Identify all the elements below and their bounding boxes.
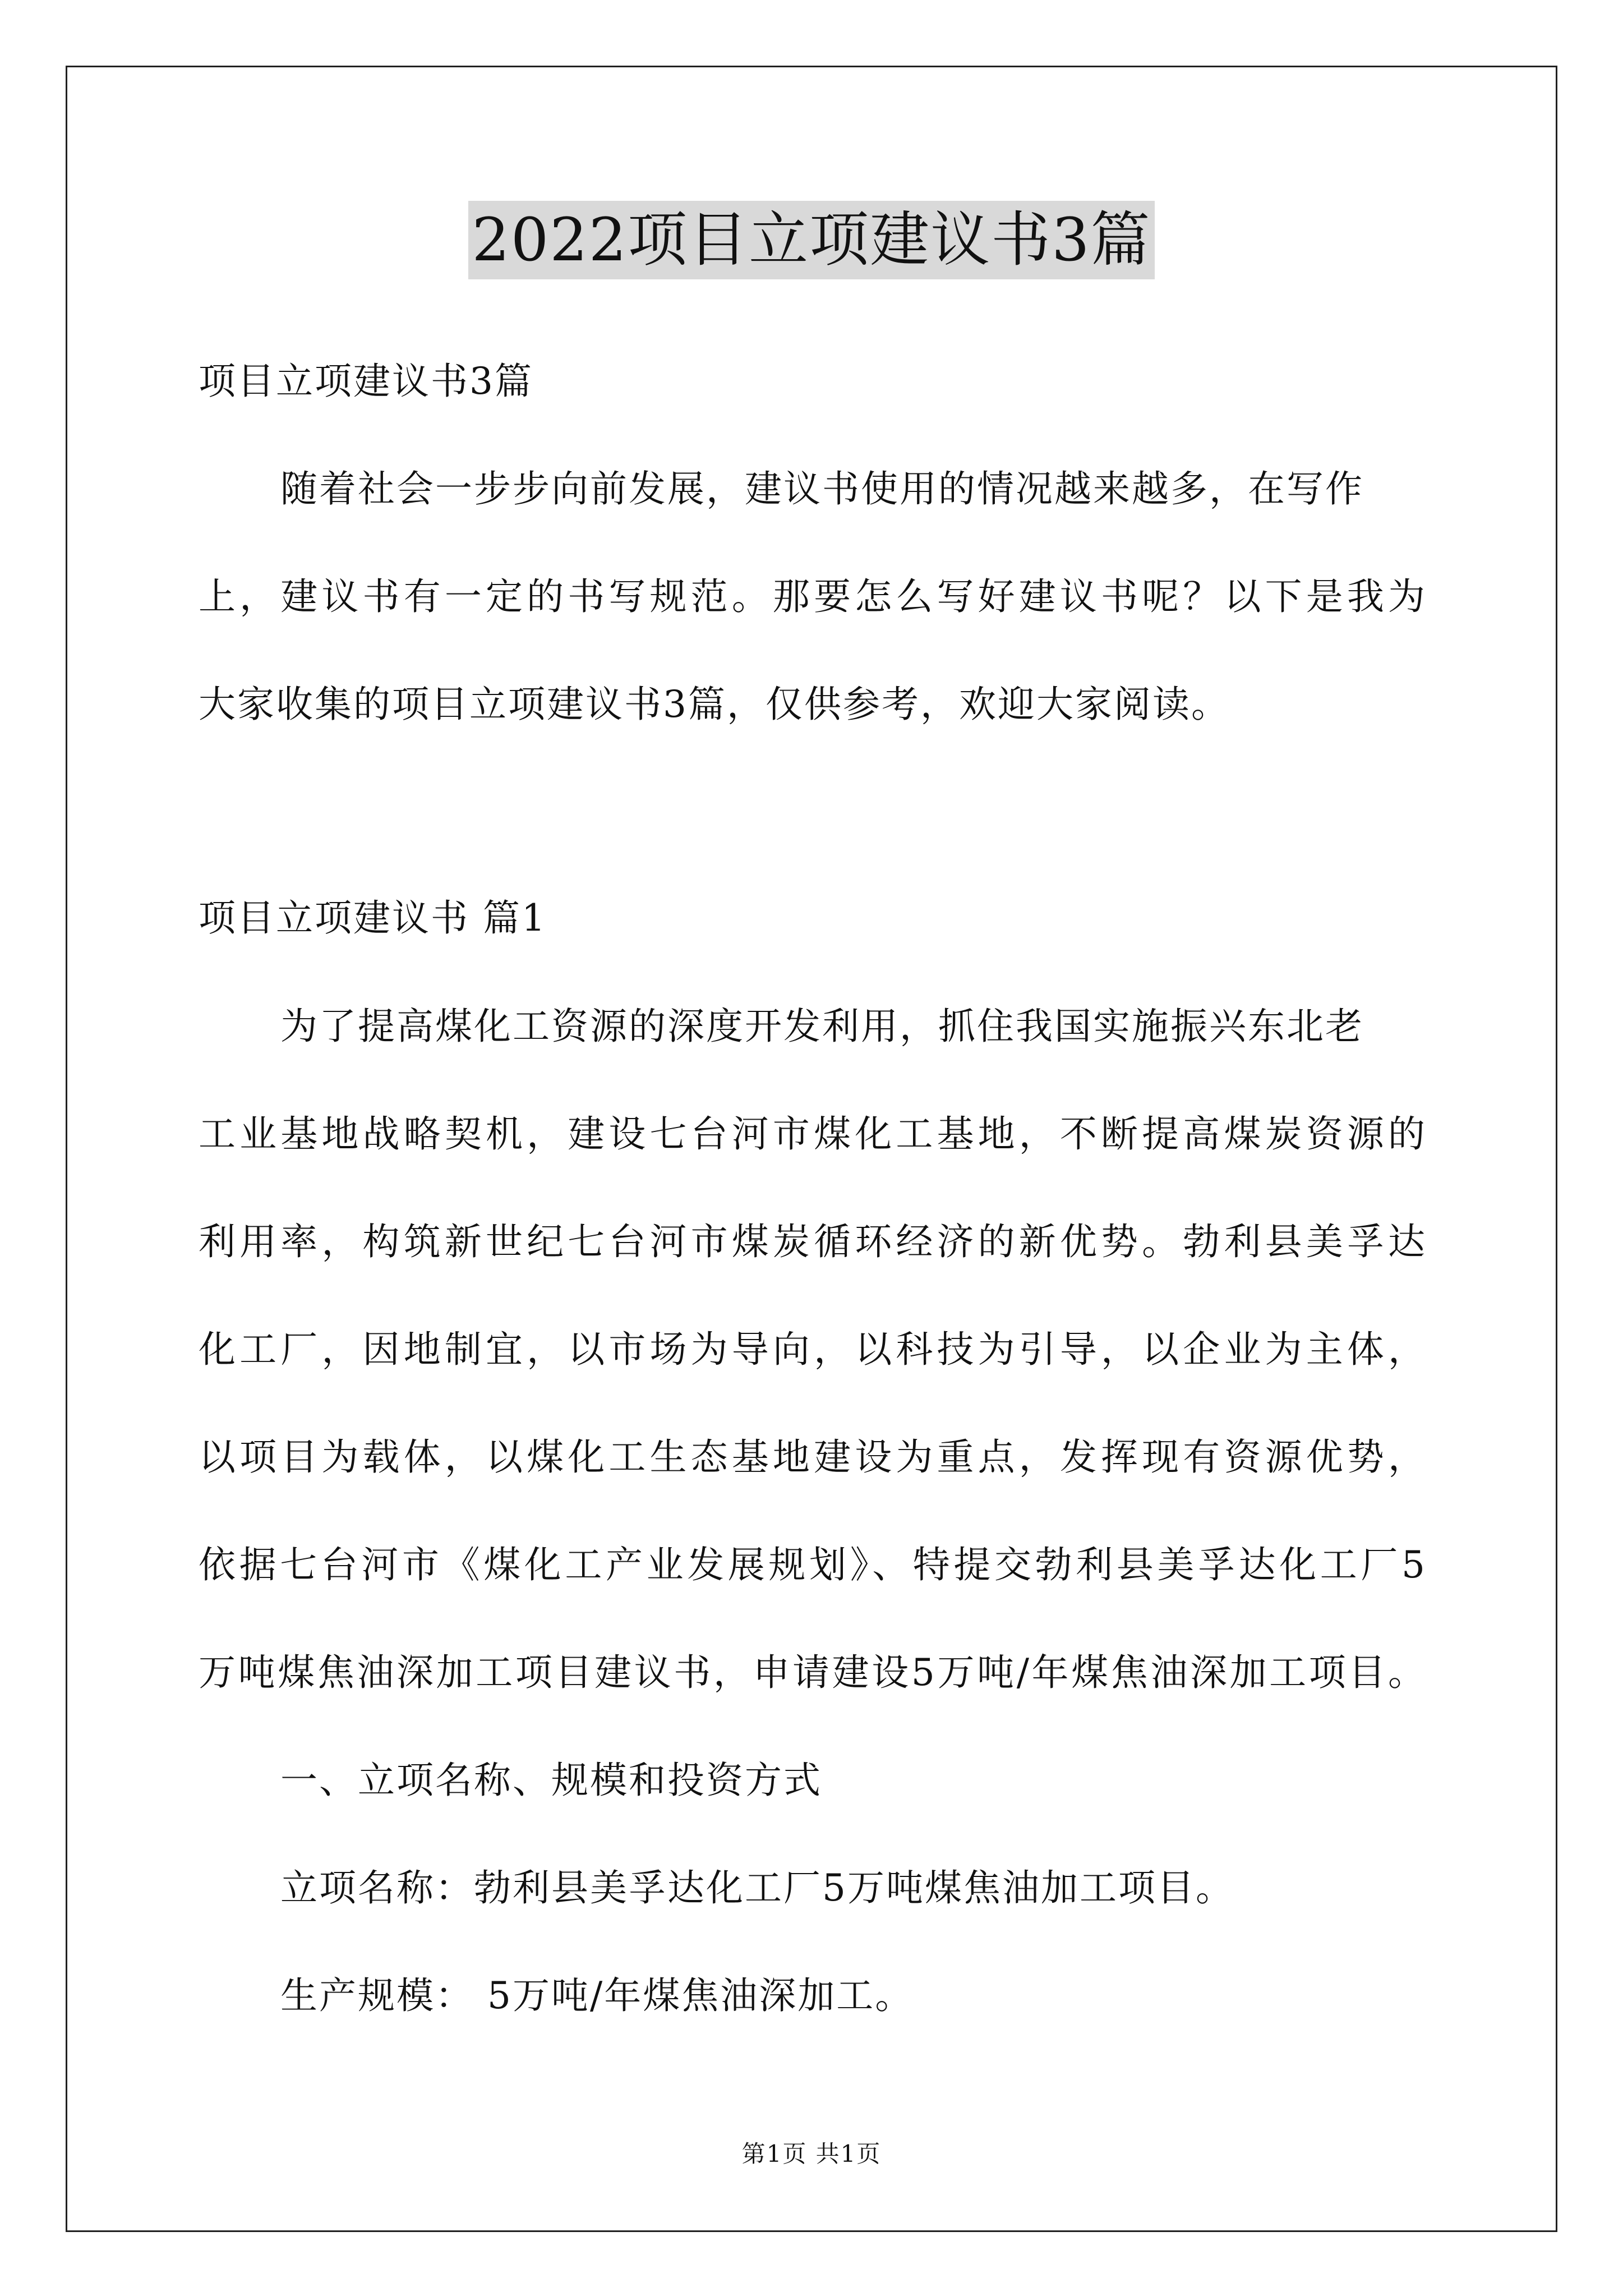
body-line-1: 为了提高煤化工资源的深度开发利用，抓住我国实施振兴东北老 bbox=[280, 1005, 1364, 1048]
document-title: 2022项目立项建议书3篇 bbox=[468, 201, 1154, 279]
body-line-5: 以项目为载体，以煤化工生态基地建设为重点，发挥现有资源优势， bbox=[199, 1435, 1427, 1479]
body-line-4: 化工厂，因地制宜，以市场为导向，以科技为引导，以企业为主体， bbox=[199, 1328, 1427, 1371]
intro-line-3: 大家收集的项目立项建议书3篇，仅供参考，欢迎大家阅读。 bbox=[199, 683, 1230, 726]
body-line-7: 万吨煤焦油深加工项目建议书，申请建设5万吨/年煤焦油深加工项目。 bbox=[199, 1651, 1427, 1694]
item-heading: 一、立项名称、规模和投资方式 bbox=[280, 1759, 822, 1802]
section-heading: 项目立项建议书 篇1 bbox=[199, 896, 547, 940]
production-scale-line: 生产规模： 5万吨/年煤焦油深加工。 bbox=[280, 1974, 914, 2017]
intro-line-1: 随着社会一步步向前发展，建议书使用的情况越来越多，在写作 bbox=[280, 467, 1364, 510]
page-footer: 第1页 共1页 bbox=[741, 2140, 882, 2168]
project-name-line: 立项名称：勃利县美孚达化工厂5万吨煤焦油加工项目。 bbox=[280, 1866, 1234, 1910]
subtitle: 项目立项建议书3篇 bbox=[199, 360, 533, 403]
title-container bbox=[0, 201, 1623, 279]
intro-line-2: 上，建议书有一定的书写规范。那要怎么写好建议书呢？以下是我为 bbox=[199, 575, 1427, 618]
body-line-3: 利用率，构筑新世纪七台河市煤炭循环经济的新优势。勃利县美孚达 bbox=[199, 1220, 1427, 1263]
body-line-6: 依据七台河市《煤化工产业发展规划》、特提交勃利县美孚达化工厂5 bbox=[199, 1543, 1427, 1586]
body-line-2: 工业基地战略契机，建设七台河市煤化工基地，不断提高煤炭资源的 bbox=[199, 1112, 1427, 1156]
